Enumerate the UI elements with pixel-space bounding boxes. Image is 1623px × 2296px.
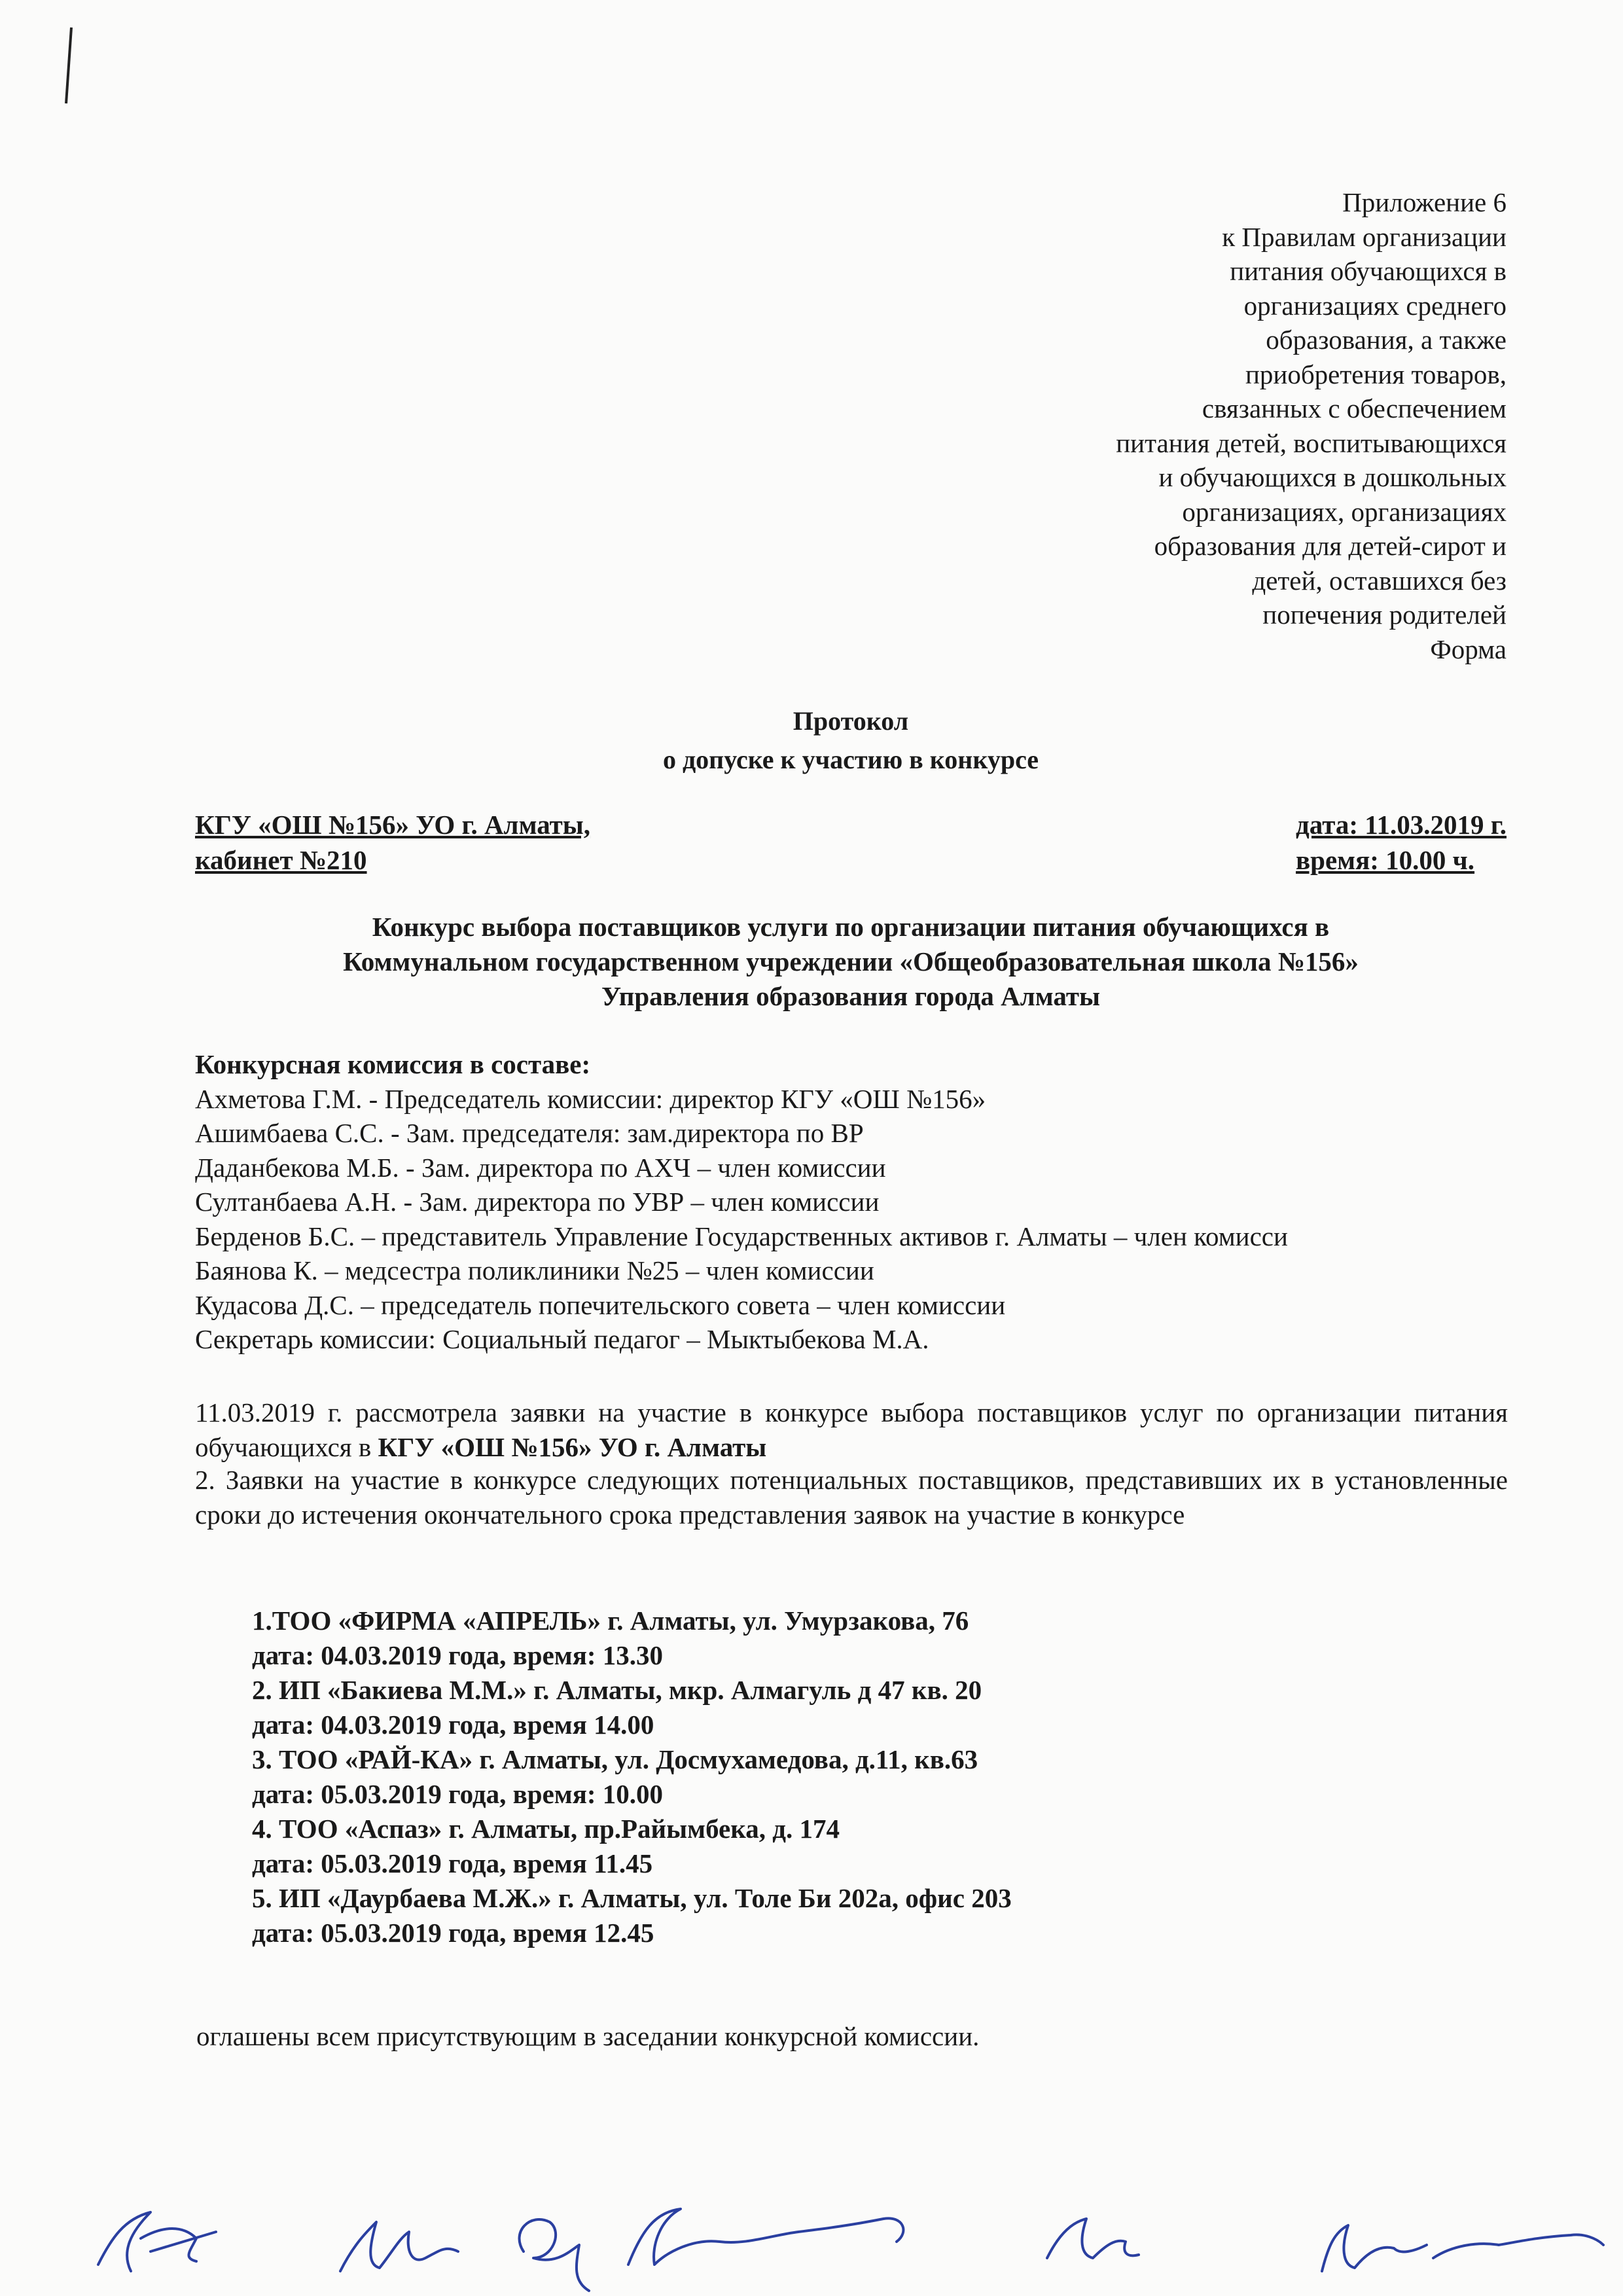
- appendix-line: приобретения товаров,: [1245, 359, 1507, 389]
- application-name: 5. ИП «Даурбаева М.Ж.» г. Алматы, ул. Толе Би 202а, офис 203: [252, 1883, 1012, 1913]
- contest-title-line-3: Управления образования города Алматы: [601, 981, 1101, 1011]
- commission-heading: Конкурсная комиссия в составе:: [195, 1049, 591, 1079]
- appendix-form-label: Форма: [1430, 634, 1507, 664]
- appendix-line: образования, а также: [1266, 325, 1507, 355]
- commission-member: Берденов Б.С. – представитель Управление Государственных активов г. Алматы – член комисси: [195, 1221, 1288, 1251]
- commission-secretary: Секретарь комиссии: Социальный педагог – Мыктыбекова М.А.: [195, 1324, 929, 1354]
- signature-4: [628, 2209, 903, 2265]
- appendix-line: образования для детей-сирот и: [1154, 531, 1507, 561]
- commission-member: Даданбекова М.Б. - Зам. директора по АХЧ – член комиссии: [195, 1152, 886, 1183]
- review-organization: КГУ «ОШ №156» УО г. Алматы: [378, 1432, 767, 1462]
- place-line-2: кабинет №210: [195, 845, 367, 875]
- review-paragraph: [195, 1395, 1508, 1465]
- application-name: 3. ТОО «РАЙ-КА» г. Алматы, ул. Досмухамедова, д.11, кв.63: [252, 1744, 978, 1774]
- meeting-time: время: 10.00 ч.: [1296, 845, 1475, 875]
- signature-3: [520, 2219, 589, 2291]
- meeting-date: дата: 11.03.2019 г.: [1296, 810, 1507, 840]
- application-name: 2. ИП «Бакиева М.М.» г. Алматы, мкр. Алмагуль д 47 кв. 20: [252, 1675, 982, 1705]
- appendix-line: питания обучающихся в: [1230, 256, 1507, 286]
- appendix-line: и обучающихся в дошкольных: [1158, 462, 1507, 492]
- appendix-line: Приложение 6: [1342, 187, 1507, 217]
- appendix-line: детей, оставшихся без: [1252, 565, 1507, 596]
- application-datetime: дата: 04.03.2019 года, время: 13.30: [252, 1640, 664, 1670]
- commission-list: [195, 1047, 1569, 1357]
- commission-member: Султанбаева А.Н. - Зам. директора по УВР – член комиссии: [195, 1187, 880, 1217]
- document-title: [0, 702, 1623, 779]
- appendix-line: организациях среднего: [1243, 290, 1507, 321]
- appendix-line: к Правилам организации: [1222, 221, 1507, 252]
- signature-5: [1047, 2219, 1139, 2258]
- title-line-2: о допуске к участию в конкурсе: [662, 745, 1039, 774]
- application-datetime: дата: 04.03.2019 года, время 14.00: [252, 1710, 654, 1740]
- signature-6: [1322, 2225, 1603, 2271]
- application-datetime: дата: 05.03.2019 года, время 11.45: [252, 1848, 653, 1878]
- title-line-1: Протокол: [793, 706, 909, 736]
- applications-intro-paragraph: 2. Заявки на участие в конкурсе следующих потенциальных поставщиков, представивших их в установленные сроки до истечения окончательного срока представления заявок на участие в конкурсе: [195, 1465, 1508, 1530]
- appendix-line: организациях, организациях: [1182, 496, 1507, 527]
- appendix-header: [996, 185, 1507, 666]
- applications-list: [252, 1604, 1012, 1950]
- appendix-line: питания детей, воспитывающихся: [1116, 427, 1507, 458]
- application-datetime: дата: 05.03.2019 года, время: 10.00: [252, 1779, 664, 1809]
- appendix-line: попечения родителей: [1262, 600, 1507, 630]
- commission-member: Ашимбаева С.С. - Зам. председателя: зам.директора по ВР: [195, 1118, 864, 1148]
- place-line-1: КГУ «ОШ №156» УО г. Алматы,: [195, 810, 591, 840]
- application-datetime: дата: 05.03.2019 года, время 12.45: [252, 1918, 654, 1948]
- appendix-line: связанных с обеспечением: [1202, 393, 1507, 423]
- commission-member: Баянова К. – медсестра поликлиники №25 – член комиссии: [195, 1255, 874, 1285]
- application-name: 1.ТОО «ФИРМА «АПРЕЛЬ» г. Алматы, ул. Умурзакова, 76: [252, 1605, 969, 1636]
- meeting-datetime: [1296, 807, 1507, 878]
- closing-statement: оглашены всем присутствующим в заседании конкурсной комиссии.: [196, 2021, 980, 2051]
- signature-2: [340, 2222, 458, 2271]
- commission-member: Кудасова Д.С. – председатель попечительского совета – член комиссии: [195, 1289, 1006, 1320]
- review-text: 11.03.2019 г. рассмотрела заявки на участие в конкурсе выбора поставщиков услуг по организации питания обучающихся в: [195, 1397, 1508, 1462]
- signature-1: [98, 2212, 216, 2271]
- meeting-place: [195, 807, 590, 878]
- commission-member: Ахметова Г.М. - Председатель комиссии: директор КГУ «ОШ №156»: [195, 1083, 986, 1114]
- signatures-row: [0, 2160, 1623, 2296]
- contest-title-line-1: Конкурс выбора поставщиков услуги по организации питания обучающихся в: [372, 912, 1330, 942]
- contest-title-line-2: Коммунальном государственном учреждении «Общеобразовательная школа №156»: [343, 946, 1359, 977]
- pen-stroke-mark: [62, 26, 75, 105]
- contest-title: [195, 910, 1507, 1014]
- application-name: 4. ТОО «Аспаз» г. Алматы, пр.Райымбека, д. 174: [252, 1814, 840, 1844]
